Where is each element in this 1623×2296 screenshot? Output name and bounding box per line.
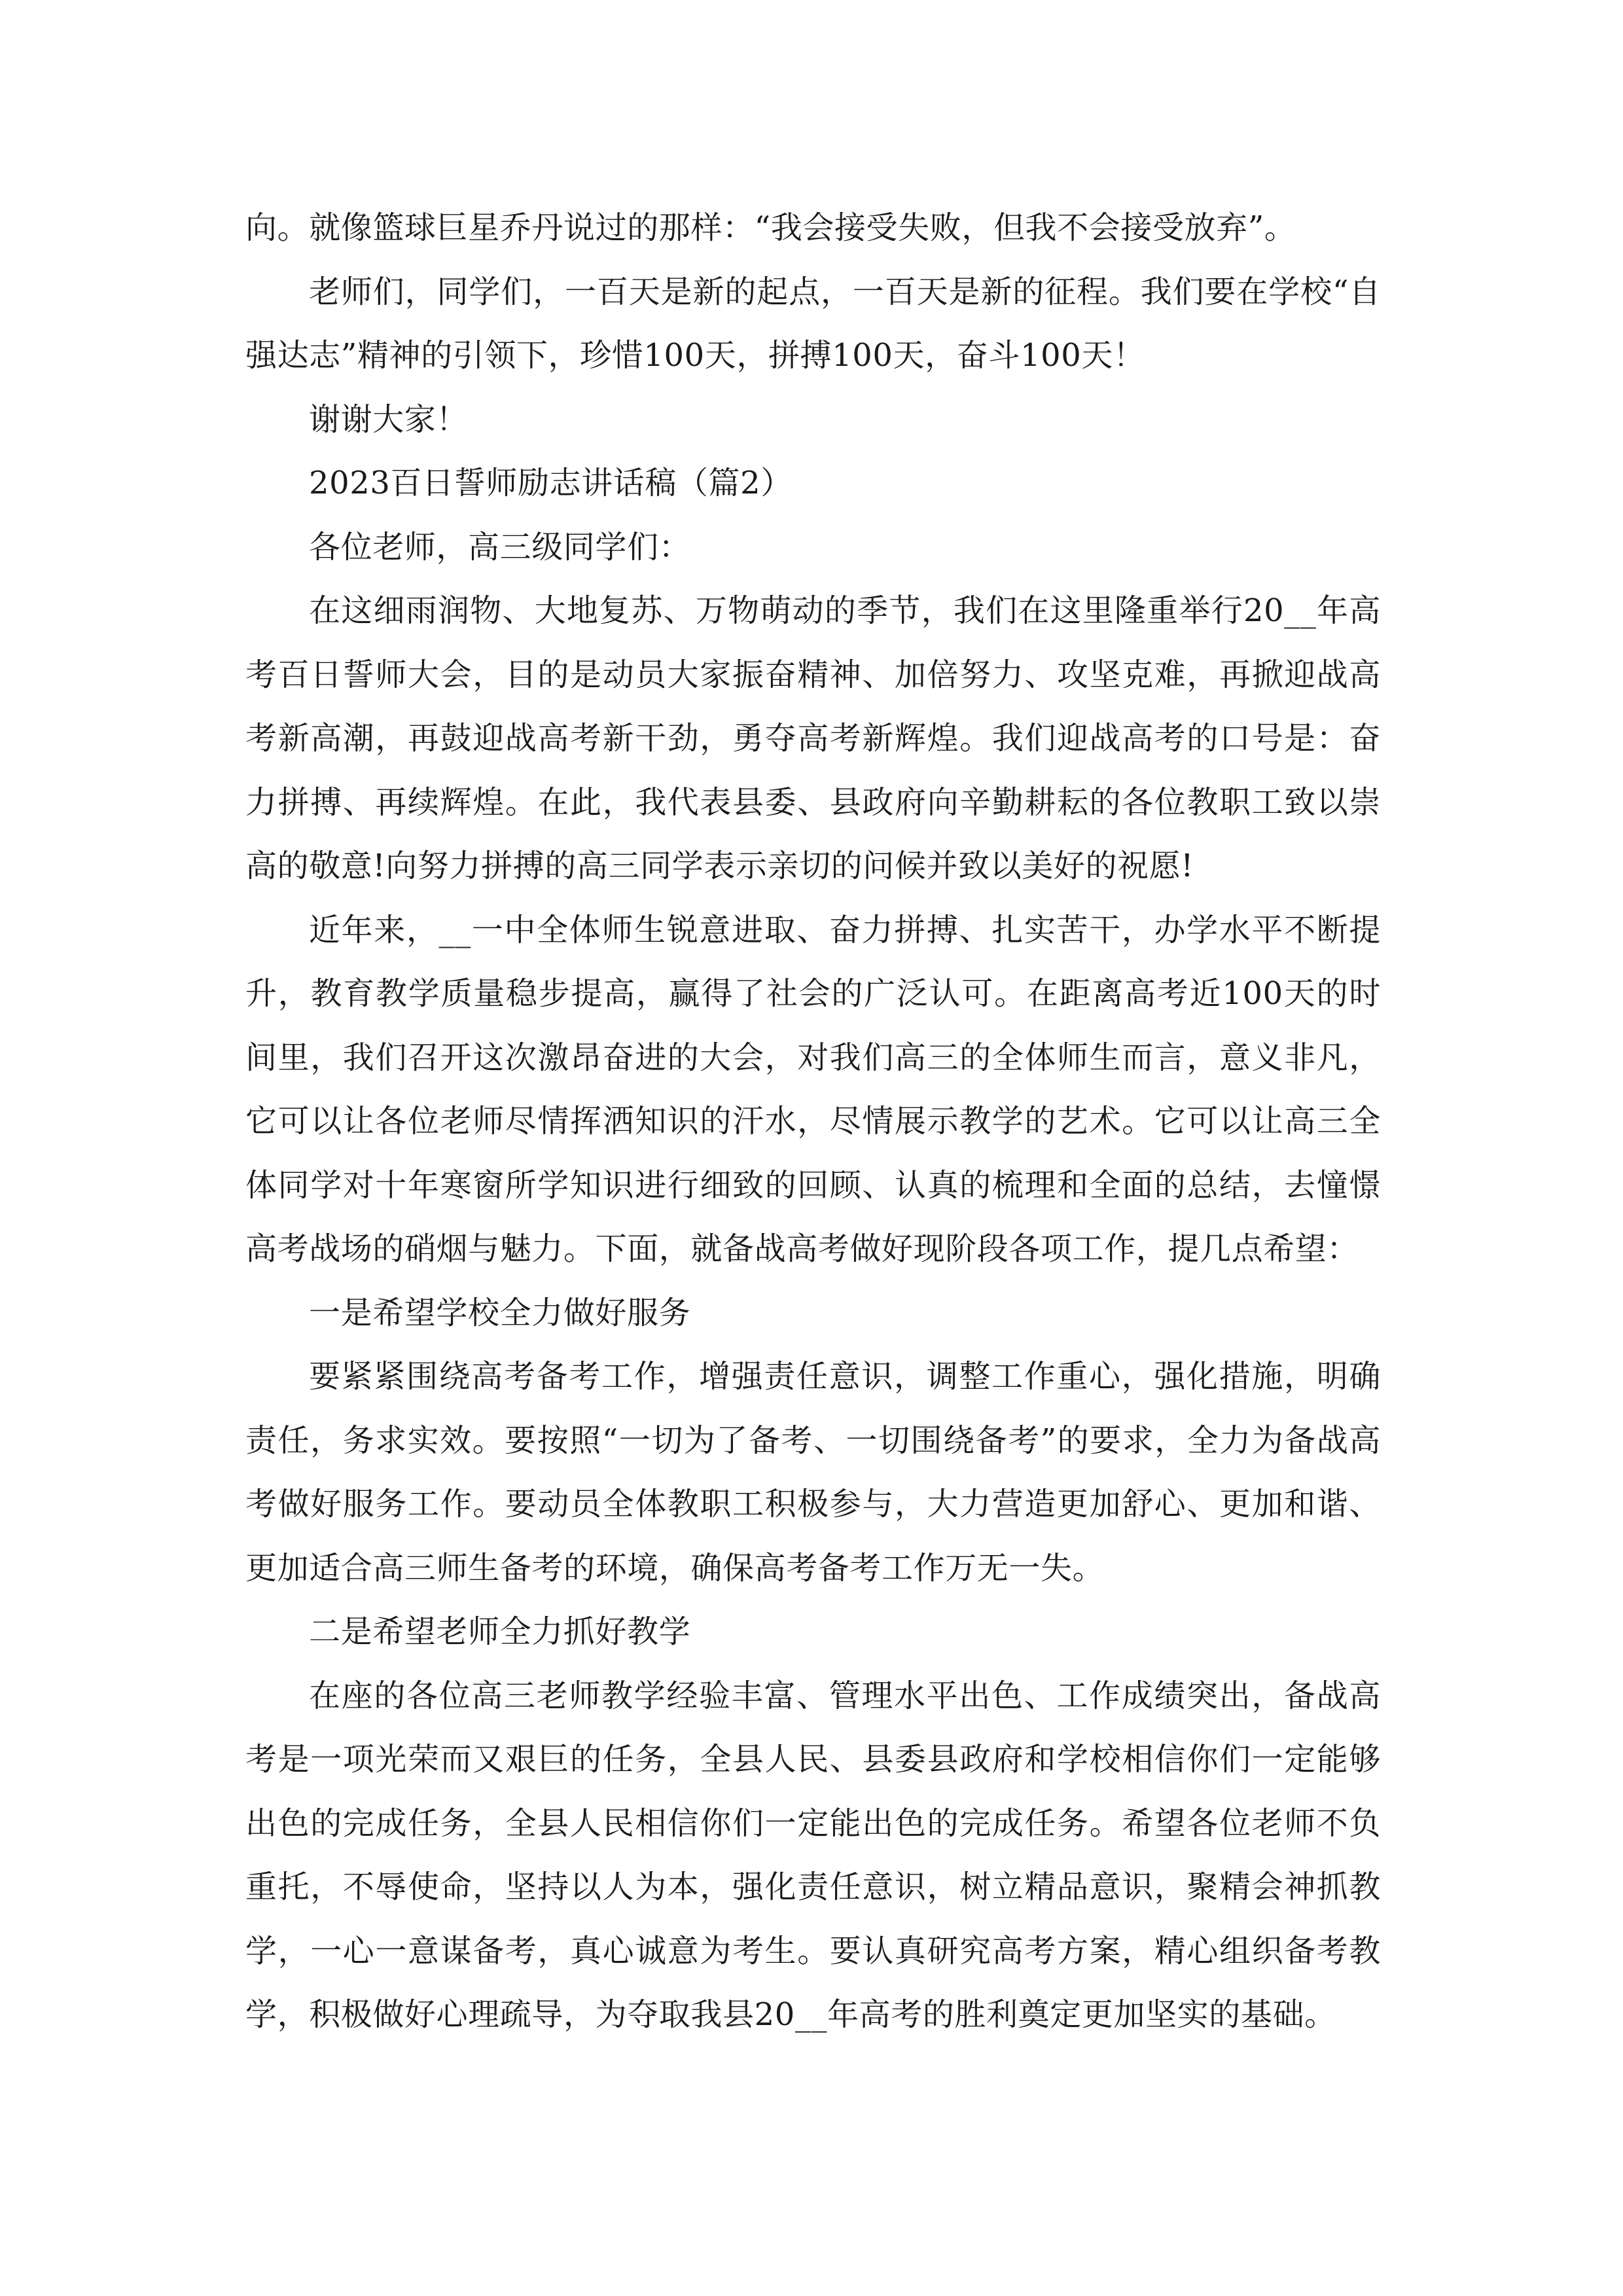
paragraph: 向。就像篮球巨星乔丹说过的那样：“我会接受失败，但我不会接受放弃”。	[245, 209, 1296, 246]
paragraph: 老师们，同学们，一百天是新的起点，一百天是新的征程。我们要在学校“自强达志”精神的引领下，珍惜100天，拼搏100天，奋斗100天！	[245, 273, 1381, 374]
paragraph: 在这细雨润物、大地复苏、万物萌动的季节，我们在这里隆重举行20__年高考百日誓师大会，目的是动员大家振奋精神、加倍努力、攻坚克难，再掀迎战高考新高潮，再鼓迎战高考新干劲，勇夺高考新辉煌。我们迎战高考的口号是：奋力拼搏、再续辉煌。在此，我代表县委、县政府向辛勤耕耘的各位教职工致以崇高的敬意!向努力拼搏的高三同学表示亲切的问候并致以美好的祝愿!	[245, 592, 1381, 884]
paragraph: 近年来，__一中全体师生锐意进取、奋力拼搏、扎实苦干，办学水平不断提升，教育教学质量稳步提高，赢得了社会的广泛认可。在距离高考近100天的时间里，我们召开这次激昂奋进的大会，对我们高三的全体师生而言，意义非凡，它可以让各位老师尽情挥洒知识的汗水，尽情展示教学的艺术。它可以让高三全体同学对十年寒窗所学知识进行细致的回顾、认真的梳理和全面的总结，去憧憬高考战场的硝烟与魅力。下面，就备战高考做好现阶段各项工作，提几点希望：	[245, 911, 1381, 1267]
paragraph: 要紧紧围绕高考备考工作，增强责任意识，调整工作重心，强化措施，明确责任，务求实效。要按照“一切为了备考、一切围绕备考”的要求，全力为备战高考做好服务工作。要动员全体教职工积极参与，大力营造更加舒心、更加和谐、更加适合高三师生备考的环境，确保高考备考工作万无一失。	[245, 1358, 1381, 1587]
section-title: 2023百日誓师励志讲话稿（篇2）	[309, 465, 793, 501]
salutation: 各位老师，高三级同学们：	[309, 528, 691, 565]
paragraph: 在座的各位高三老师教学经验丰富、管理水平出色、工作成绩突出，备战高考是一项光荣而又艰巨的任务，全县人民、县委县政府和学校相信你们一定能够出色的完成任务，全县人民相信你们一定能出色的完成任务。希望各位老师不负重托，不辱使命，坚持以人为本，强化责任意识，树立精品意识，聚精会神抓教学，一心一意谋备考，真心诚意为考生。要认真研究高考方案，精心组织备考教学，积极做好心理疏导，为夺取我县20__年高考的胜利奠定更加坚实的基础。	[245, 1677, 1381, 2033]
subheading: 一是希望学校全力做好服务	[309, 1294, 691, 1331]
document-body	[245, 196, 1381, 2047]
paragraph: 谢谢大家！	[309, 401, 469, 438]
subheading: 二是希望老师全力抓好教学	[309, 1613, 691, 1650]
